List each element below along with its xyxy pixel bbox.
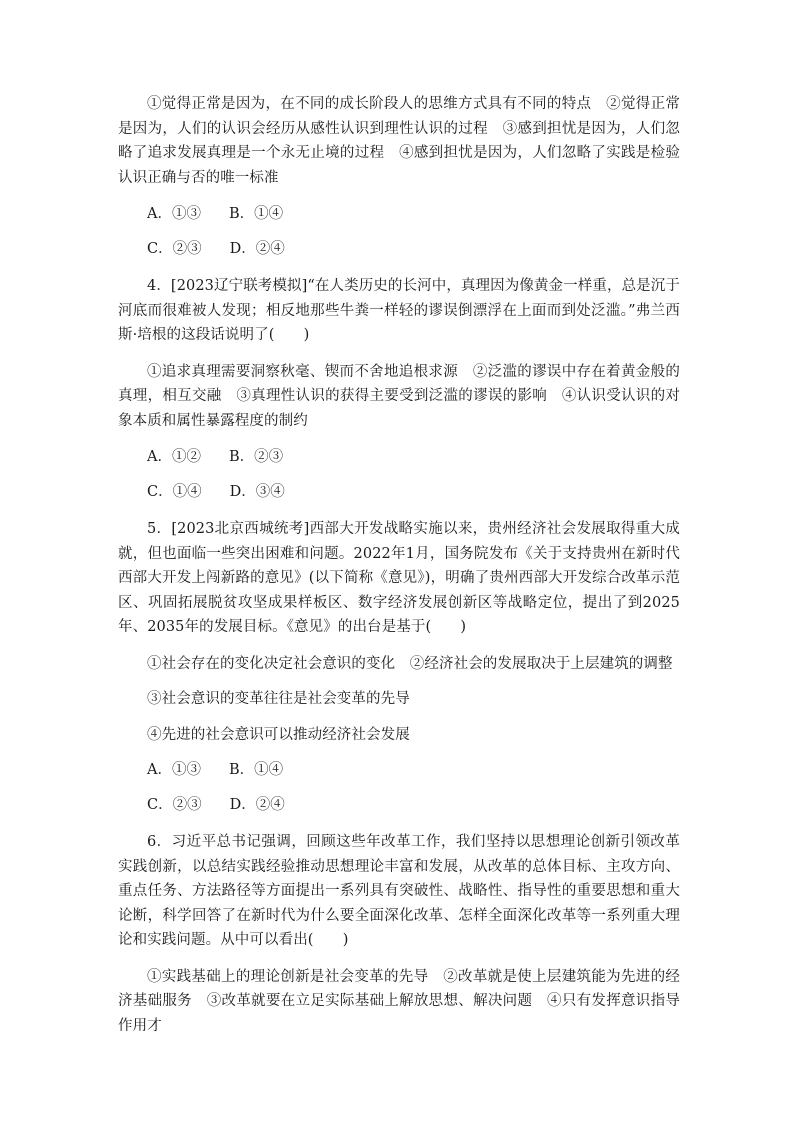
q3-choice-b[interactable]: B．①④ xyxy=(228,206,284,222)
q5-choice-a[interactable]: A．①③ xyxy=(147,762,201,778)
q5-choices-row-2 xyxy=(118,793,680,817)
q5-choice-b[interactable]: B．①④ xyxy=(228,762,284,778)
q5-option-4: ④先进的社会意识可以推动经济社会发展 xyxy=(147,726,410,743)
document-page xyxy=(118,92,680,1038)
q5-stem: 5．[2023北京西城统考]西部大开发战略实施以来，贵州经济社会发展取得重大成就，但也面临一些突出困难和问题。2022年1月，国务院发布《关于支持贵州在新时代西部大开发上闯新路的意见》(以下简称《意见》)，明确了贵州西部大开发综合改革示范区、巩固拓展脱贫攻坚成果样板区、数字经济发展创新区等战略定位，提出了到2025年、2035年的发展目标。《意见》的出台是基于( ) xyxy=(118,521,680,635)
q3-choices-row-2 xyxy=(118,237,680,261)
q5-choices-row-1 xyxy=(118,758,680,782)
q6-stem: 6．习近平总书记强调，回顾这些年改革工作，我们坚持以思想理论创新引领改革实践创新，以总结实践经验推动思想理论丰富和发展，从改革的总体目标、主攻方向、重点任务、方法路径等方面提出一系列具有突破性、战略性、指导性的重要思想和重大论断，科学回答了在新时代为什么要全面深化改革、怎样全面深化改革等一系列重大理论和实践问题。从中可以看出( ) xyxy=(118,834,680,948)
q4-options: ①追求真理需要洞察秋毫、锲而不舍地追根求源 ②泛滥的谬误中存在着黄金般的真理，相互交融 ③真理性认识的获得主要受到泛滥的谬误的影响 ④认识受认识的对象本质和属性暴露程度的制约 xyxy=(118,363,680,429)
q5-option-1-2: ①社会存在的变化决定社会意识的变化 ②经济社会的发展取决于上层建筑的调整 xyxy=(147,655,673,672)
q4-choice-d[interactable]: D．③④ xyxy=(229,484,285,500)
q4-choices-row-2 xyxy=(118,480,680,504)
q3-choices-row-1 xyxy=(118,202,680,226)
q3-choice-a[interactable]: A．①③ xyxy=(147,206,201,222)
q4-choice-c[interactable]: C．①④ xyxy=(147,484,202,500)
q5-choice-d[interactable]: D．②④ xyxy=(229,797,285,813)
q4-choices-row-1 xyxy=(118,445,680,469)
q4-choice-b[interactable]: B．②③ xyxy=(228,449,284,465)
q5-option-3: ③社会意识的变革往往是社会变革的先导 xyxy=(147,691,410,707)
q4-stem: 4．[2023辽宁联考模拟]“在人类历史的长河中，真理因为像黄金一样重，总是沉于河底而很难被人发现；相反地那些牛粪一样轻的谬误倒漂浮在上面而到处泛滥。”弗兰西斯·培根的这段话说明了( ) xyxy=(118,278,680,343)
q3-choice-c[interactable]: C．②③ xyxy=(147,241,202,257)
q3-options: ①觉得正常是因为，在不同的成长阶段人的思维方式具有不同的特点 ②觉得正常是因为，人们的认识会经历从感性认识到理性认识的过程 ③感到担忧是因为，人们忽略了追求发展真理是一个永无止境的过程 ④感到担忧是因为，人们忽略了实践是检验认识正确与否的唯一标准 xyxy=(118,96,680,186)
q5-choice-c[interactable]: C．②③ xyxy=(147,797,202,813)
q4-choice-a[interactable]: A．①② xyxy=(147,449,201,465)
q6-options: ①实践基础上的理论创新是社会变革的先导 ②改革就是使上层建筑能为先进的经济基础服务 ③改革就要在立足实际基础上解放思想、解决问题 ④只有发挥意识指导作用才 xyxy=(118,968,680,1034)
q3-choice-d[interactable]: D．②④ xyxy=(229,241,285,257)
